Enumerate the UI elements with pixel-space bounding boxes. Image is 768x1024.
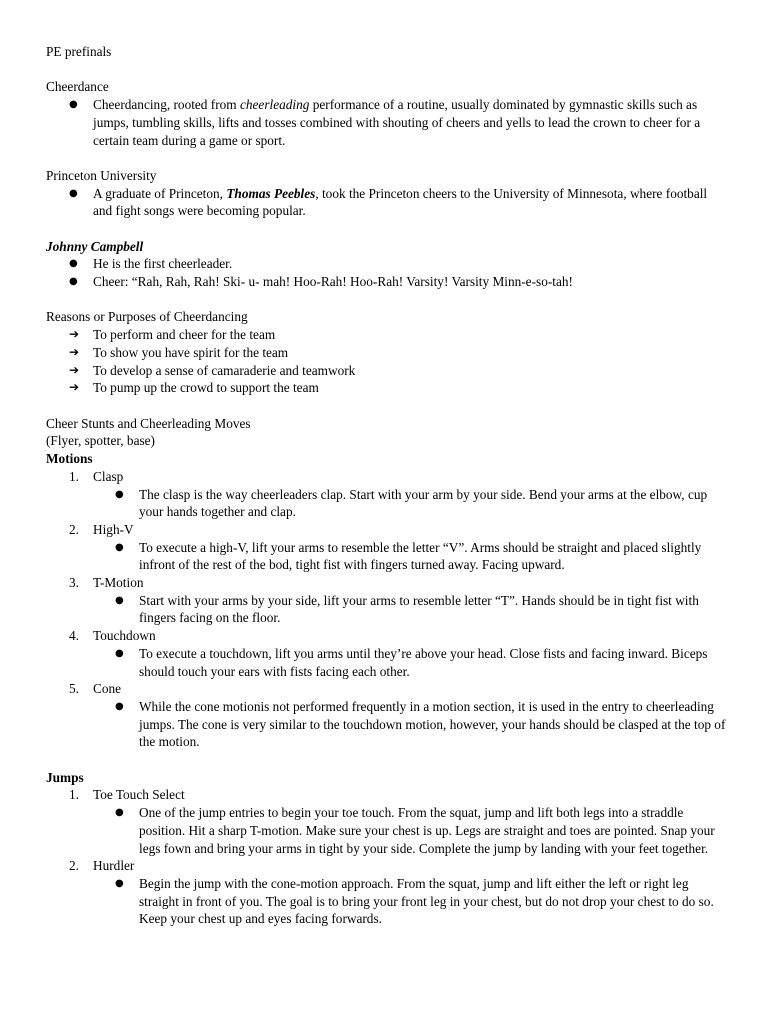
text: To perform and cheer for the team	[93, 327, 276, 343]
bullet-icon: ●	[69, 99, 78, 111]
arrow-icon: ➔	[69, 344, 80, 359]
text: To pump up the crowd to support the team	[93, 380, 319, 396]
item-title: Cone	[93, 681, 122, 697]
text: To develop a sense of camaraderie and teamwork	[93, 362, 356, 378]
list-item	[46, 680, 726, 751]
list-item	[46, 574, 726, 627]
bullet-icon: ●	[115, 877, 124, 889]
stunts-subheading: (Flyer, spotter, base)	[46, 433, 155, 449]
item-description: To execute a touchdown, lift you arms until they’re above your head. Close fists and facing inward. Biceps should touch your ears with fists facing each other.	[139, 645, 708, 679]
list-item	[46, 362, 726, 380]
princeton-list	[46, 185, 726, 220]
text: Cheerdancing, rooted from	[93, 97, 240, 113]
item-number: 1.	[69, 468, 79, 484]
list-item	[46, 326, 726, 344]
arrow-icon: ➔	[69, 362, 80, 377]
list-item	[46, 273, 726, 291]
item-description: Start with your arms by your side, lift your arms to resemble letter “T”. Hands should be in tight fist with fingers facing on the floor.	[139, 592, 699, 626]
list-item	[46, 521, 726, 574]
section-heading-cheerdance: Cheerdance	[46, 79, 109, 95]
section-heading-reasons: Reasons or Purposes of Cheerdancing	[46, 309, 248, 325]
text: A graduate of Princeton,	[93, 185, 227, 201]
item-number: 3.	[69, 575, 79, 591]
bold-italic-name: Thomas Peebles	[226, 185, 316, 201]
item-number: 5.	[69, 681, 79, 697]
item-description: The clasp is the way cheerleaders clap. Start with your arm by your side. Bend your arms at the elbow, cup your hands together and clap.	[139, 486, 708, 520]
bullet-icon: ●	[69, 276, 78, 288]
item-description: To execute a high-V, lift your arms to resemble the letter “V”. Arms should be straight and placed slightly infront of the rest of the bod, tight fist with fingers turned away. Facing upward.	[139, 539, 702, 573]
text: , took the Princeton cheers to the University of Minnesota, where football and fight songs were becoming popular.	[93, 185, 708, 219]
section-heading-princeton: Princeton University	[46, 167, 157, 183]
list-item	[46, 786, 726, 857]
list-item	[46, 468, 726, 521]
item-number: 2.	[69, 858, 79, 874]
bullet-icon: ●	[115, 541, 124, 553]
item-title: Clasp	[93, 468, 124, 484]
list-item	[46, 185, 726, 220]
johnny-list	[46, 255, 726, 290]
item-title: Hurdler	[93, 858, 135, 874]
item-title: High-V	[93, 521, 134, 537]
item-description: While the cone motionis not performed frequently in a motion section, it is used in the entry to cheerleading jumps. The cone is very similar to the touchdown motion, however, your hands should be clasped at the top of the motion.	[139, 698, 726, 750]
list-item	[46, 96, 726, 149]
motions-list	[46, 468, 726, 751]
list-item	[46, 627, 726, 680]
list-item	[46, 379, 726, 397]
section-heading-johnny: Johnny Campbell	[46, 238, 144, 254]
item-title: Toe Touch Select	[93, 787, 185, 803]
section-heading-motions: Motions	[46, 451, 93, 467]
text: Cheer: “Rah, Rah, Rah! Ski- u- mah! Hoo-Rah! Hoo-Rah! Varsity! Varsity Minn-e-so-tah!	[93, 274, 573, 290]
list-item	[46, 255, 726, 273]
item-title: Touchdown	[93, 628, 156, 644]
item-title: T-Motion	[93, 575, 144, 591]
section-heading-stunts: Cheer Stunts and Cheerleading Moves	[46, 415, 251, 431]
arrow-icon: ➔	[69, 327, 80, 342]
text: performance of a routine, usually dominated by gymnastic skills such as jumps, tumbling skills, lifts and tosses combined with shouting of cheers and yells to lead the crown to cheer for a certain team during a game or sport.	[93, 97, 701, 148]
list-item	[46, 344, 726, 362]
bullet-icon: ●	[69, 187, 78, 199]
item-number: 1.	[69, 787, 79, 803]
arrow-icon: ➔	[69, 380, 80, 395]
document-page	[46, 43, 726, 928]
bullet-icon: ●	[115, 594, 124, 606]
bullet-icon: ●	[69, 258, 78, 270]
italic-term: cheerleading	[239, 97, 310, 113]
bullet-icon: ●	[115, 647, 124, 659]
reasons-list	[46, 326, 726, 397]
bullet-icon: ●	[115, 807, 124, 819]
item-number: 4.	[69, 628, 79, 644]
item-number: 2.	[69, 521, 79, 537]
item-description: One of the jump entries to begin your toe touch. From the squat, jump and lift both legs into a straddle position. Hit a sharp T-motion. Make sure your chest is up. Legs are straight and toes are pointed. Snap your legs fown and bring your arms in tight by your side. Complete the jump by landing with your feet together.	[139, 805, 715, 856]
text: He is the first cheerleader.	[93, 256, 233, 272]
item-description: Begin the jump with the cone-motion approach. From the squat, jump and lift either the left or right leg straight in front of you. The goal is to bring your front leg in your chest, but do not drop your chest to do so. Keep your chest up and eyes facing forwards.	[139, 875, 714, 927]
bullet-icon: ●	[115, 700, 124, 712]
jumps-list	[46, 786, 726, 928]
text: To show you have spirit for the team	[93, 344, 289, 360]
list-item	[46, 857, 726, 928]
bullet-icon: ●	[115, 488, 124, 500]
cheerdance-list	[46, 96, 726, 149]
document-title: PE prefinals	[46, 44, 112, 59]
section-heading-jumps: Jumps	[46, 769, 84, 785]
